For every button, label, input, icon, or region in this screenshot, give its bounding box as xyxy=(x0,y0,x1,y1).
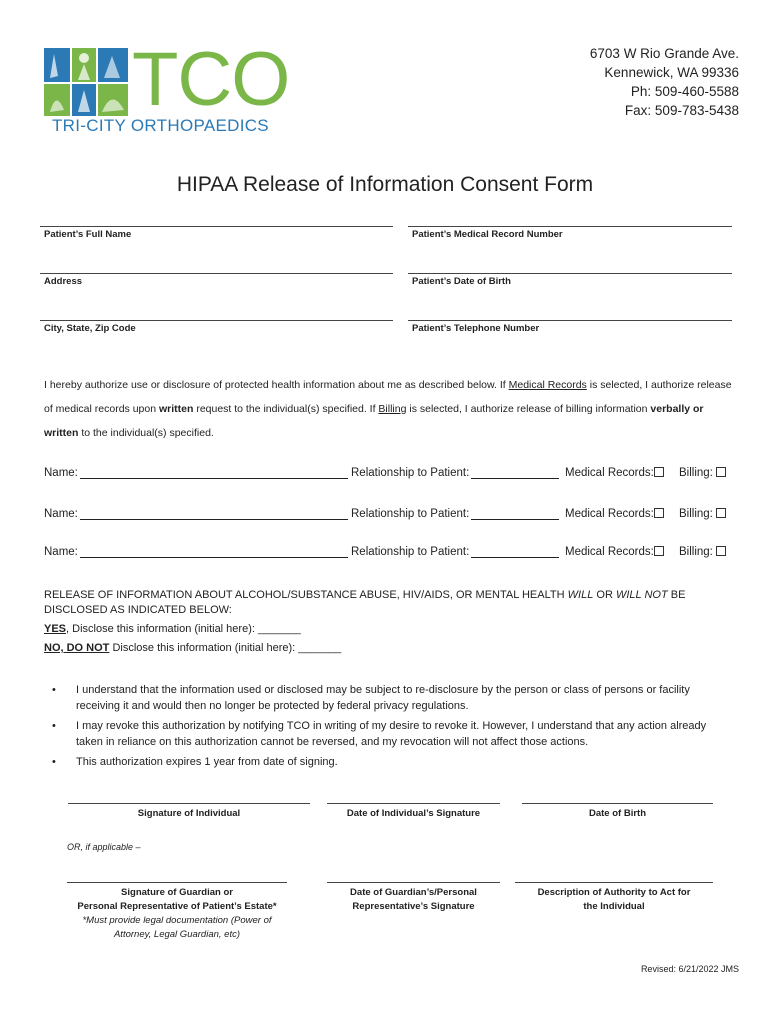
release-heading xyxy=(44,588,734,618)
clinic-address xyxy=(590,44,739,120)
bullet-icon: • xyxy=(52,684,56,696)
auth-billing: Billing xyxy=(378,403,407,415)
billing-checkbox[interactable] xyxy=(712,508,726,520)
release-text-b: BE DISCLOSED AS INDICATED BELOW: xyxy=(44,589,686,616)
medical-records-label: Medical Records: xyxy=(565,508,654,520)
billing-checkbox[interactable] xyxy=(712,467,726,479)
list-item xyxy=(52,682,712,714)
yes-disclose-line[interactable] xyxy=(44,623,301,635)
list-item xyxy=(52,718,712,750)
billing-label: Billing: xyxy=(679,546,713,558)
signature-date-field[interactable]: Date of Individual’s Signature xyxy=(327,803,500,821)
authority-description-field[interactable] xyxy=(515,882,713,914)
auth-medical-records: Medical Records xyxy=(508,379,587,391)
recipient-row xyxy=(44,546,744,564)
authorization-paragraph xyxy=(44,373,734,445)
yes-label: YES xyxy=(44,623,67,635)
guardian-date-field[interactable] xyxy=(327,882,500,914)
guardian-label-1: Signature of Guardian or xyxy=(121,887,233,898)
address-field[interactable]: Address xyxy=(40,273,393,287)
recipient-name-input[interactable] xyxy=(80,467,348,482)
auth-text-5: to the individual(s) specified. xyxy=(78,427,214,439)
address-street: 6703 W Rio Grande Ave. xyxy=(589,46,739,61)
billing-checkbox[interactable] xyxy=(712,546,726,558)
auth-text-3: request to the individual(s) specified. If xyxy=(193,403,379,415)
billing-label: Billing: xyxy=(679,467,713,479)
medical-records-label: Medical Records: xyxy=(565,546,654,558)
terms-list xyxy=(52,682,712,774)
date-of-birth-field[interactable]: Patient’s Date of Birth xyxy=(408,273,732,287)
guardian-date-label-1: Date of Guardian’s/Personal xyxy=(350,887,477,898)
guardian-note: *Must provide legal documentation (Power of Attorney, Legal Guardian, etc) xyxy=(82,915,272,940)
yes-text: , Disclose this information (initial here): _______ xyxy=(66,623,301,635)
bullet-icon: • xyxy=(52,720,56,732)
recipient-row xyxy=(44,508,744,526)
release-will-not: WILL NOT xyxy=(615,589,668,601)
release-will: WILL xyxy=(567,589,594,601)
billing-label: Billing: xyxy=(679,508,713,520)
revised-date: Revised: 6/21/2022 JMS xyxy=(640,964,739,974)
release-text-a: RELEASE OF INFORMATION ABOUT ALCOHOL/SUBSTANCE ABUSE, HIV/AIDS, OR MENTAL HEALTH xyxy=(44,589,568,601)
relationship-label: Relationship to Patient: xyxy=(351,546,470,558)
no-disclose-line[interactable] xyxy=(44,642,341,654)
recipient-name-input[interactable] xyxy=(80,508,348,523)
recipient-row xyxy=(44,467,744,485)
or-if-applicable: OR, if applicable – xyxy=(67,842,141,852)
auth-verbally: verbally or written xyxy=(44,403,704,439)
signature-individual-field[interactable]: Signature of Individual xyxy=(68,803,310,821)
city-state-zip-field[interactable]: City, State, Zip Code xyxy=(40,320,393,334)
auth-text-1: I hereby authorize use or disclosure of protected health information about me as described below. If xyxy=(44,379,509,391)
recipient-name-label: Name: xyxy=(44,546,78,558)
relationship-input[interactable] xyxy=(471,508,559,523)
recipient-name-label: Name: xyxy=(44,508,78,520)
relationship-input[interactable] xyxy=(471,546,559,561)
guardian-signature-field[interactable] xyxy=(67,882,287,942)
medical-records-checkbox[interactable] xyxy=(650,546,664,558)
guardian-date-label-2: Representative’s Signature xyxy=(352,901,475,912)
auth-written: written xyxy=(158,403,194,415)
address-phone: Ph: 509-460-5588 xyxy=(630,84,739,99)
authority-label-2: the Individual xyxy=(583,901,645,912)
relationship-label: Relationship to Patient: xyxy=(351,467,470,479)
logo-letters: TCO xyxy=(132,37,290,122)
medical-records-checkbox[interactable] xyxy=(650,467,664,479)
medical-records-checkbox[interactable] xyxy=(650,508,664,520)
address-city: Kennewick, WA 99336 xyxy=(604,65,739,80)
list-item xyxy=(52,754,712,770)
recipient-name-input[interactable] xyxy=(80,546,348,561)
medical-record-number-field[interactable]: Patient’s Medical Record Number xyxy=(408,226,732,240)
release-or: OR xyxy=(593,589,616,601)
no-label: NO, DO NOT xyxy=(44,642,110,654)
patient-full-name-field[interactable]: Patient’s Full Name xyxy=(40,226,393,240)
tco-logo-icon xyxy=(44,48,130,116)
address-fax: Fax: 509-783-5438 xyxy=(624,103,739,118)
term-text: I understand that the information used or disclosed may be subject to re-disclosure by the person or class of persons or facility receiving it and would then no longer be protected by federal privacy regulations. xyxy=(76,684,690,712)
authority-label-1: Description of Authority to Act for xyxy=(537,887,691,898)
relationship-input[interactable] xyxy=(471,467,559,482)
term-text: I may revoke this authorization by notifying TCO in writing of my desire to revoke it. However, I understand that any action already taken in reliance on this authorization cannot be reversed, and my revocation will not affect those actions. xyxy=(76,720,707,748)
auth-text-2: is selected, I authorize release of medical records upon xyxy=(44,379,732,415)
recipient-name-label: Name: xyxy=(44,467,78,479)
no-text: Disclose this information (initial here): _______ xyxy=(109,642,342,654)
bullet-icon: • xyxy=(52,756,56,768)
logo xyxy=(44,37,294,136)
auth-text-4: is selected, I authorize release of billing information xyxy=(406,403,651,415)
telephone-field[interactable]: Patient’s Telephone Number xyxy=(408,320,732,334)
term-text: This authorization expires 1 year from date of signing. xyxy=(76,756,338,768)
signature-dob-field[interactable]: Date of Birth xyxy=(522,803,713,821)
relationship-label: Relationship to Patient: xyxy=(351,508,470,520)
medical-records-label: Medical Records: xyxy=(565,467,654,479)
guardian-label-2: Personal Representative of Patient’s Estate* xyxy=(77,901,277,912)
page-title: HIPAA Release of Information Consent Form xyxy=(176,173,594,196)
logo-subtitle: TRI-CITY ORTHOPAEDICS xyxy=(52,116,269,135)
